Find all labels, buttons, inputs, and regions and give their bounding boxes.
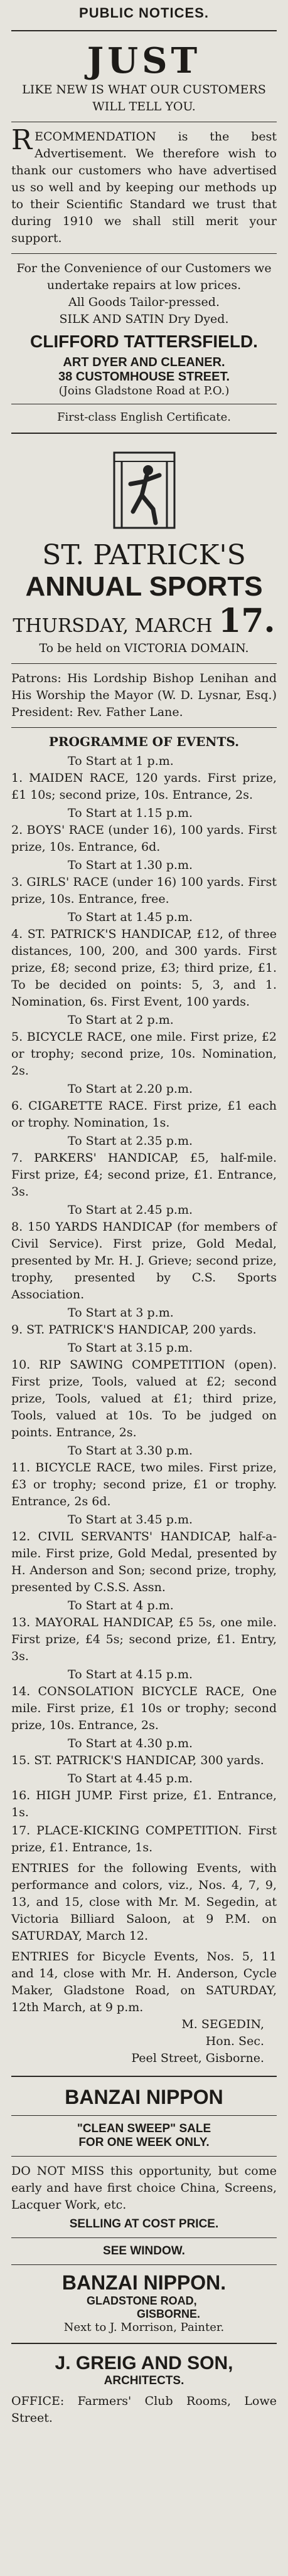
event-start-time: To Start at 4.30 p.m. (68, 1737, 193, 1750)
event-item (11, 1305, 277, 1338)
divider (11, 727, 277, 728)
secretary-name: M. SEGEDIN, (181, 2017, 264, 2031)
event-title-2: ANNUAL SPORTS (25, 571, 263, 602)
entries-note: ENTRIES for the following Events, with performance and colors, viz., Nos. 4, 7, 9, 13, and 15, close with Mr. M. Segedin, at Victoria Billiard Saloon, at 9 P.M. on SATURDAY, March 12. (11, 1861, 277, 1943)
banzai-advertisement (11, 2086, 277, 2334)
events-list (11, 753, 277, 1856)
firm-address: 38 CUSTOMHOUSE STREET. (58, 370, 230, 384)
ad-subtitle: LIKE NEW IS WHAT OUR CUSTOMERS WILL TELL YOU. (22, 83, 266, 113)
sale-title: "CLEAN SWEEP" SALE (77, 2122, 211, 2135)
sale-price: SELLING AT COST PRICE. (69, 2217, 219, 2231)
firm-address-note: (Joins Gladstone Road at P.O.) (58, 384, 230, 397)
secretary-title: Hon. Sec. (205, 2034, 264, 2048)
shop-title: BANZAI NIPPON (65, 2086, 223, 2108)
event-description: 16. HIGH JUMP. First prize, £1. Entrance, 1s. (11, 1789, 277, 1819)
event-item (11, 1133, 277, 1201)
event-start-time: To Start at 3.30 p.m. (68, 1444, 193, 1458)
event-description: 4. ST. PATRICK'S HANDICAP, £12, of three distances, 100, 200, and 300 yards. First prize, £8; second prize, £3; third prize, £1. To be decided on points: 5, 3, and 1. Nomination, 6s. First Event, 100 yards. (11, 927, 277, 1009)
event-date (11, 602, 277, 640)
event-item (11, 1012, 277, 1080)
event-start-time: To Start at 2.35 p.m. (68, 1134, 193, 1148)
entries-note-bicycle: ENTRIES for Bicycle Events, Nos. 5, 11 and 14, close with Mr. H. Anderson, Cycle Maker, Gladstone Road, on SATURDAY, 12th March, at 9 p.m. (11, 1950, 277, 2014)
event-description: 5. BICYCLE RACE, one mile. First prize, £2 or trophy; second prize, 10s. Nomination, 2s. (11, 1030, 277, 1078)
event-item (11, 1770, 277, 1821)
event-title: ST. PATRICK'S (42, 539, 246, 571)
divider (11, 2264, 277, 2265)
event-description: 1. MAIDEN RACE, 120 yards. First prize, £1 10s; second prize, 10s. Entrance, 2s. (11, 771, 277, 802)
shop-location: Next to J. Morrison, Painter. (63, 2321, 225, 2334)
patrons: Patrons: His Lordship Bishop Lenihan and His Worship the Mayor (W. D. Lysnar, Esq.) President: Rev. Father Lane. (11, 671, 277, 719)
event-description: 6. CIGARETTE RACE. First prize, £1 each or trophy. Nomination, 1s. (11, 1099, 277, 1130)
divider (11, 2115, 277, 2116)
event-item (11, 1822, 277, 1856)
event-start-time: To Start at 1.30 p.m. (68, 858, 193, 872)
sale-body: DO NOT MISS this opportunity, but come early and have first choice China, Screens, Lacquer Work, etc. (11, 2164, 277, 2212)
shop-town: GISBORNE. (137, 2308, 201, 2320)
greig-advertisement (11, 2353, 277, 2427)
ad-body-2: For the Convenience of our Customers we undertake repairs at low prices. (16, 261, 272, 292)
event-item (11, 1443, 277, 1510)
event-start-time: To Start at 3.15 p.m. (68, 1341, 193, 1355)
see-window: SEE WINDOW. (103, 2244, 185, 2258)
event-start-time: To Start at 4.45 p.m. (68, 1772, 193, 1785)
event-description: 8. 150 YARDS HANDICAP (for members of Civil Service). First prize, Gold Medal, presented by Mr. H. J. Grieve; second prize, trophy, presented by C.S. Sports Association. (11, 1220, 277, 1301)
runner-illustration (112, 446, 177, 533)
event-description: 3. GIRLS' RACE (under 16) 100 yards. First prize, 10s. Entrance, free. (11, 875, 277, 906)
event-start-time: To Start at 2 p.m. (68, 1013, 174, 1027)
event-day: THURSDAY, MARCH (13, 615, 213, 637)
section-header: PUBLIC NOTICES. (79, 5, 209, 21)
event-start-time: To Start at 3.45 p.m. (68, 1513, 193, 1527)
event-item (11, 1735, 277, 1769)
firm-title: J. GREIG AND SON, (55, 2353, 233, 2374)
event-description: 2. BOYS' RACE (under 16), 100 yards. First prize, 10s. Entrance, 6d. (11, 823, 277, 854)
event-start-time: To Start at 4.15 p.m. (68, 1668, 193, 1681)
ad-title: JUST (87, 40, 201, 81)
programme-heading: PROGRAMME OF EVENTS. (48, 734, 240, 749)
event-start-time: To Start at 1.45 p.m. (68, 910, 193, 924)
event-description: 7. PARKERS' HANDICAP, £5, half-mile. First prize, £4; second prize, £1. Entrance, 3s. (11, 1151, 277, 1199)
event-item (11, 909, 277, 1011)
ad-body: RECOMMENDATION is the best Advertisement. We therefore wish to thank our customers who have advertised us so well and by keeping our methods up to their Scientific Standard we trust that during 1910 we shall still merit your support. (11, 124, 277, 245)
divider (11, 253, 277, 254)
divider (11, 2156, 277, 2157)
firm-office: OFFICE: Farmers' Club Rooms, Lowe Street. (11, 2394, 277, 2425)
event-description: 15. ST. PATRICK'S HANDICAP, 300 yards. (11, 1753, 264, 1767)
event-description: 17. PLACE-KICKING COMPETITION. First prize, £1. Entrance, 1s. (11, 1824, 277, 1854)
event-start-time: To Start at 1 p.m. (68, 754, 174, 768)
event-item (11, 1340, 277, 1441)
divider (11, 2343, 277, 2344)
event-description: 12. CIVIL SERVANTS' HANDICAP, half-a-mile. First prize, Gold Medal, presented by H. Anderson and Son; second prize, trophy, presented by C.S.S. Assn. (11, 1530, 277, 1594)
event-item (11, 805, 277, 856)
event-description: 11. BICYCLE RACE, two miles. First prize, £3 or trophy; second prize, £1 or trophy. Entrance, 2s 6d. (11, 1461, 277, 1508)
event-item (11, 1511, 277, 1596)
event-date-number: 17. (218, 602, 275, 640)
event-description: 9. ST. PATRICK'S HANDICAP, 200 yards. (11, 1323, 257, 1337)
event-item (11, 857, 277, 908)
event-item (11, 1081, 277, 1132)
ad-line: All Goods Tailor-pressed. (68, 295, 220, 309)
event-item (11, 1666, 277, 1734)
divider (11, 433, 277, 434)
firm-trade: ART DYER AND CLEANER. (63, 355, 225, 369)
event-description: 13. MAYORAL HANDICAP, £5 5s, one mile. First prize, £4 5s; second prize, £1. Entry, 3s. (11, 1616, 277, 1663)
secretary-address: Peel Street, Gisborne. (131, 2051, 264, 2065)
firm-profession: ARCHITECTS. (104, 2374, 184, 2387)
divider (11, 2076, 277, 2077)
shop-address: GLADSTONE ROAD, (87, 2295, 197, 2307)
certificate: First-class English Certificate. (57, 411, 231, 424)
divider (11, 2237, 277, 2238)
ad-line: SILK AND SATIN Dry Dyed. (59, 312, 229, 326)
sports-advertisement (11, 446, 277, 2067)
event-description: 10. RIP SAWING COMPETITION (open). First prize, Tools, valued at £2; second prize, Tools, valued at £1; third prize, Tools, valued at 10s. To be judged on points. Entrance, 2s. (11, 1358, 277, 1439)
event-venue: To be held on VICTORIA DOMAIN. (39, 641, 249, 655)
event-item (11, 753, 277, 804)
event-start-time: To Start at 2.20 p.m. (68, 1082, 193, 1096)
event-description: 14. CONSOLATION BICYCLE RACE, One mile. First prize, £1 10s or trophy; second prize, 10s. Entrance, 2s. (11, 1685, 277, 1732)
event-start-time: To Start at 4 p.m. (68, 1599, 174, 1612)
event-start-time: To Start at 2.45 p.m. (68, 1203, 193, 1217)
event-item (11, 1202, 277, 1303)
just-advertisement (11, 40, 277, 424)
firm-name: CLIFFORD TATTERSFIELD. (30, 332, 258, 351)
event-start-time: To Start at 1.15 p.m. (68, 806, 193, 820)
event-item (11, 1597, 277, 1665)
divider (11, 663, 277, 664)
divider (11, 30, 277, 31)
event-start-time: To Start at 3 p.m. (68, 1306, 174, 1320)
shop-title-2: BANZAI NIPPON. (61, 2271, 227, 2294)
sale-duration: FOR ONE WEEK ONLY. (78, 2136, 210, 2149)
